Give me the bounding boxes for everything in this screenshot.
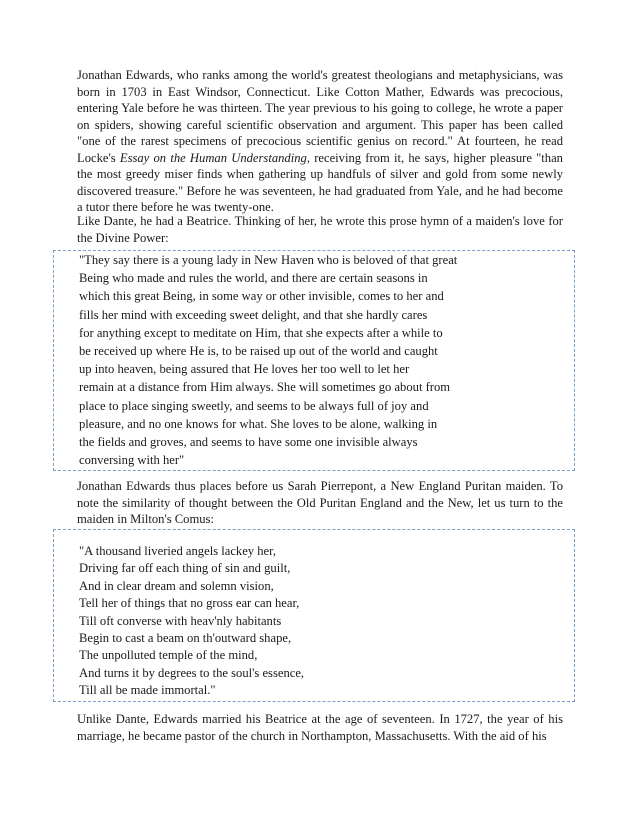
quote-line: remain at a distance from Him always. She will sometimes go about from <box>79 380 451 395</box>
paragraph-edwards-bio-text: Jonathan Edwards, who ranks among the world's greatest theologians and metaphysicians, was born in 1703 in East Windsor, Connecticut. Like Cotton Mather, Edwards was precocious, entering Yale before he was thirteen. The year previous to his going to college, he wrote a paper on spiders, showing careful scientific observation and argument. This paper has been called "one of the rarest specimens of precocious scientific genius on record." At fourteen, he read Locke's <box>77 68 563 165</box>
quote-lines-edwards <box>79 251 457 469</box>
quote-line: the fields and groves, and seems to have some one invisible always <box>79 435 418 450</box>
quote-line: "They say there is a young lady in New Haven who is beloved of that great <box>79 253 458 267</box>
verse-line: Begin to cast a beam on th'outward shape, <box>79 631 292 646</box>
quote-line: be received up where He is, to be raised up out of the world and caught <box>79 344 438 359</box>
quote-line: pleasure, and no one knows for what. She loves to be alone, walking in <box>79 416 438 431</box>
quote-line: for anything except to meditate on Him, that she expects after a while to <box>79 325 443 340</box>
quote-line: conversing with her" <box>79 453 185 468</box>
verse-line: The unpolluted temple of the mind, <box>79 648 258 663</box>
verse-line: And turns it by degrees to the soul's essence, <box>79 665 305 680</box>
verse-line: And in clear dream and solemn vision, <box>79 578 274 593</box>
quote-line: fills her mind with exceeding sweet delight, and that she hardly cares <box>79 307 428 322</box>
quote-box-edwards <box>53 250 575 471</box>
quote-line: which this great Being, in some way or other invisible, comes to her and <box>79 289 444 304</box>
quote-line: Being who made and rules the world, and there are certain seasons in <box>79 271 428 286</box>
book-title-italic: Essay on the Human Understanding <box>119 150 307 165</box>
paragraph-edwards-bio <box>77 67 563 216</box>
quote-line: place to place singing sweetly, and seems to be always full of joy and <box>79 398 429 413</box>
verse-line: "A thousand liveried angels lackey her, <box>79 544 276 558</box>
paragraph-edwards-bio-tail: , receiving from it, he says, higher pleasure "than the most greedy miser finds when gathering up handfuls of silver and gold from some newly discovered treasure." Before he was seventeen, he had graduated from Yale, and he had become a tutor there before he was twenty-one. <box>77 150 563 214</box>
quote-box-milton <box>53 529 575 702</box>
quote-line: up into heaven, being assured that He loves her too well to let her <box>79 362 410 377</box>
verse-line: Till all be made immortal." <box>79 683 216 698</box>
verse-line: Till oft converse with heav'nly habitants <box>79 613 282 628</box>
verse-line: Tell her of things that no gross ear can hear, <box>79 596 300 611</box>
paragraph-sarah-pierrepont: Jonathan Edwards thus places before us Sarah Pierrepont, a New England Puritan maiden. To note the similarity of thought between the Old Puritan England and the New, let us turn to the maiden in Milton's Comus: <box>77 479 563 526</box>
paragraph-marriage: Unlike Dante, Edwards married his Beatrice at the age of seventeen. In 1727, the year of his marriage, he became pastor of the church in Northampton, Massachusetts. With the aid of his <box>77 712 563 743</box>
verse-line: Driving far off each thing of sin and guilt, <box>79 561 291 576</box>
paragraph-beatrice: Like Dante, he had a Beatrice. Thinking of her, he wrote this prose hymn of a maiden's love for the Divine Power: <box>77 214 563 245</box>
quote-lines-milton <box>79 543 304 700</box>
